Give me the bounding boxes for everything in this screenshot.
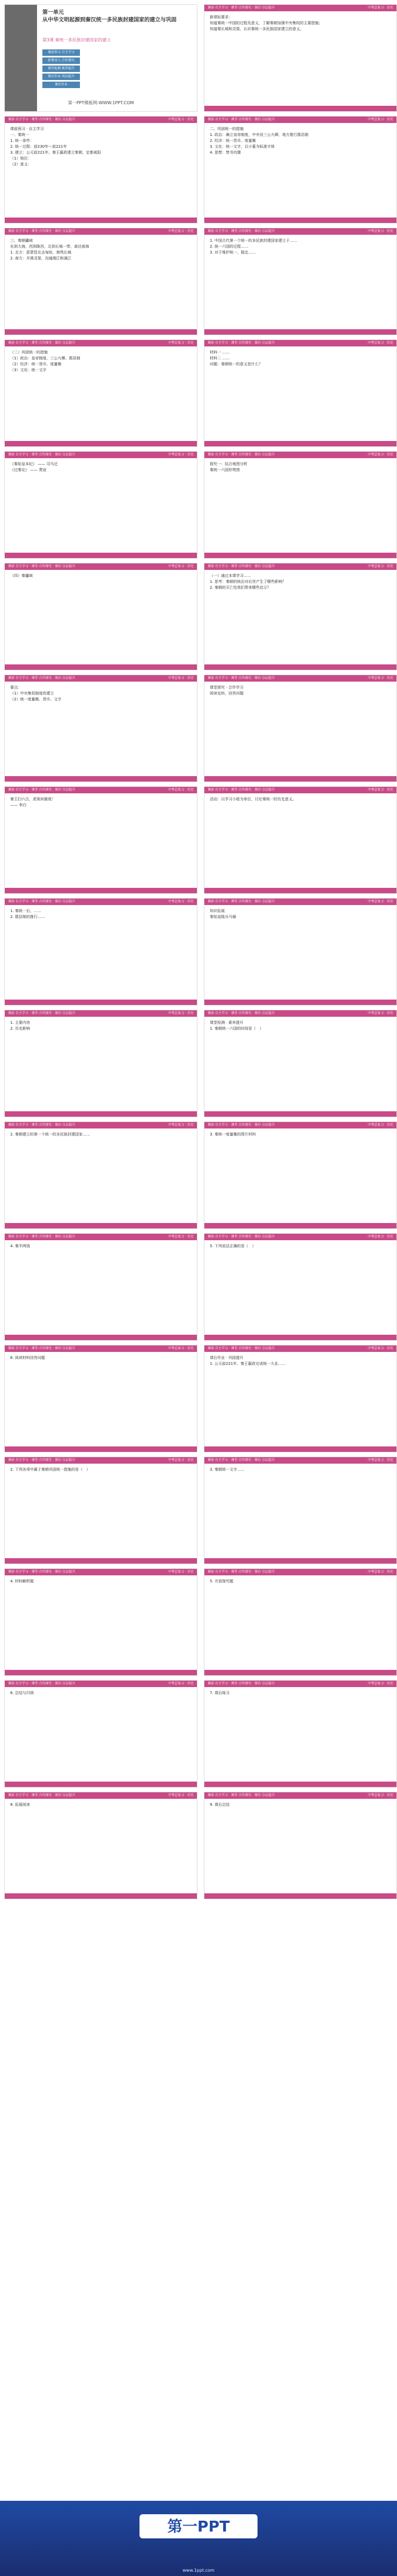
slide-text-line: 2. 下列各项中属于秦朝巩固统一措施的是（ ） [10, 1467, 90, 1472]
slide-header-left[interactable]: 课前·自主学习 · 课堂·合作探究 · 课后·分层提升 [8, 453, 76, 457]
slide-header-right: 中考总复习 · 历史 [168, 1011, 194, 1015]
content-slide [4, 1680, 197, 1788]
site-url: 第一PPT模板网-WWW.1PPT.COM [68, 100, 134, 105]
slide-header-bar [5, 675, 197, 682]
slide-header-bar [5, 1457, 197, 1464]
slide-header-bar [5, 563, 197, 570]
slide-body [5, 123, 197, 171]
slide-footer-bar [204, 1335, 396, 1340]
slide-text-line: （二）巩固统一的措施 [10, 350, 48, 354]
slide-text-line: 材料二 …… [210, 356, 230, 360]
slide-text-line: 秦统一六国形势图 [210, 468, 240, 472]
slide-text-line: 6. 阅读材料回答问题 [10, 1356, 45, 1360]
content-slide [204, 451, 397, 559]
slide-header-right: 中考总复习 · 历史 [367, 1458, 393, 1462]
slide-footer-bar [5, 1223, 197, 1228]
slide-footer-bar [204, 1446, 396, 1452]
slide-header-left[interactable]: 课前·自主学习 · 课堂·合作探究 · 课后·分层提升 [208, 676, 275, 680]
menu-item[interactable]: 课堂检测·素养提升 [42, 66, 80, 72]
banner-meta: www.1ppt.com [182, 2568, 215, 2573]
content-slide [4, 228, 197, 335]
slide-header-bar [5, 1569, 197, 1575]
slide-header-bar [204, 787, 396, 793]
content-slide [4, 898, 197, 1005]
slide-text-line: 1. 秦统一后，…… [10, 909, 41, 913]
slide-text-line: 2. 秦朝的灭亡给我们带来哪些启示？ [210, 585, 271, 590]
slide-header-right: 中考总复习 · 历史 [367, 6, 393, 10]
content-slide [204, 1121, 397, 1229]
slide-header-left[interactable]: 课前·自主学习 · 课堂·合作探究 · 课后·分层提升 [208, 453, 275, 457]
slide-text-line: （四）秦疆域 [10, 574, 33, 578]
slide-header-right: 中考总复习 · 历史 [367, 341, 393, 345]
slide-header-left[interactable]: 课前·自主学习 · 课堂·合作探究 · 课后·分层提升 [208, 118, 275, 121]
slide-footer-bar [204, 1893, 396, 1899]
slide-text-line: 材料一 …… [210, 350, 230, 354]
slide-text-line: 课堂检测 · 素养提升 [210, 1021, 244, 1025]
slide-header-bar [5, 1345, 197, 1352]
slide-footer-bar [5, 218, 197, 223]
slide-footer-bar [5, 776, 197, 782]
slide-header-right: 中考总复习 · 历史 [168, 565, 194, 568]
slide-header-left[interactable]: 课前·自主学习 · 课堂·合作探究 · 课后·分层提升 [208, 900, 275, 903]
title-slide [4, 4, 197, 112]
slide-text-line: 3. 建立：公元前221年，秦王嬴政建立秦朝，定都咸阳 [10, 150, 101, 155]
slide-header-right: 中考总复习 · 历史 [168, 788, 194, 792]
content-slide [204, 898, 397, 1005]
slide-text-line: 要点： [10, 685, 21, 690]
slide-header-bar [5, 228, 197, 235]
slide-header-left[interactable]: 课前·自主学习 · 课堂·合作探究 · 课后·分层提升 [208, 1682, 275, 1685]
slide-text-line: 课前预习 · 自主学习 [10, 127, 44, 131]
slide-text-line: 1. 公元前221年，秦王嬴政完成统一大业…… [210, 1362, 286, 1366]
slide-text-line: 问题：秦朝统一的意义是什么？ [210, 362, 262, 366]
content-slide [4, 1121, 197, 1229]
slide-body [204, 346, 396, 371]
slide-header-left[interactable]: 课前·自主学习 · 课堂·合作探究 · 课后·分层提升 [8, 1347, 76, 1350]
slide-header-left[interactable]: 课前·自主学习 · 课堂·合作探究 · 课后·分层提升 [8, 900, 76, 903]
slide-body [204, 570, 396, 594]
slide-footer-bar [204, 776, 396, 782]
slide-header-right: 中考总复习 · 历史 [168, 1123, 194, 1127]
slide-header-left[interactable]: 课前·自主学习 · 课堂·合作探究 · 课后·分层提升 [8, 1793, 76, 1797]
slide-header-bar [5, 1234, 197, 1240]
slide-header-bar [5, 117, 197, 123]
slide-text-line: 1. 秦朝统一六国的时间是（ ） [210, 1026, 263, 1031]
slide-text-line: 2. 南方：开凿灵渠，沟通湘江和漓江 [10, 256, 71, 261]
slide-text-line: 9. 课后总结 [210, 1803, 230, 1807]
content-slide [204, 1680, 397, 1788]
slide-body [204, 458, 396, 476]
slide-header-left[interactable]: 课前·自主学习 · 课堂·合作探究 · 课后·分层提升 [208, 788, 275, 792]
slide-body [204, 793, 396, 806]
menu-item[interactable]: 新课导入·合作探究 [42, 57, 80, 64]
content-slide [4, 1457, 197, 1564]
slide-header-left[interactable]: 课前·自主学习 · 课堂·合作探究 · 课后·分层提升 [208, 341, 275, 345]
slide-body [5, 346, 197, 377]
slide-text-line: 秦王扫六合，虎视何雄哉！ [10, 797, 55, 801]
menu-item[interactable]: 课后作业·巩固提升 [42, 74, 80, 80]
slide-footer-bar [5, 1558, 197, 1564]
slide-text-line: （1）地位： [10, 156, 32, 161]
content-slide [4, 1792, 197, 1899]
content-slide [204, 116, 397, 223]
menu-item[interactable]: 课前预习·自主学习 [42, 49, 80, 56]
slide-header-right: 中考总复习 · 历史 [168, 1570, 194, 1574]
content-slide [204, 339, 397, 447]
slide-text-line: 课堂探究 · 合作学习 [210, 685, 244, 690]
slide-header-bar [204, 228, 396, 235]
slide-header-left[interactable]: 课前·自主学习 · 课堂·合作探究 · 课后·分层提升 [8, 341, 76, 345]
slide-text-line: 7. 课后练习 [210, 1691, 230, 1695]
slide-header-right: 中考总复习 · 历史 [168, 1458, 194, 1462]
slide-footer-bar [5, 1893, 197, 1899]
slide-body [204, 1575, 396, 1588]
slide-text-line: 4. 材料解析题 [10, 1579, 34, 1583]
slide-text-line: 知道秦统一中国的过程及意义，了解秦朝加强中央集权的主要措施； [210, 21, 322, 25]
slide-body [204, 1128, 396, 1141]
slide-text-line: 4. 思想：焚书坑儒 [210, 150, 241, 155]
slide-header-bar [204, 899, 396, 905]
slide-header-right: 中考总复习 · 历史 [168, 1793, 194, 1797]
slide-body [204, 905, 396, 923]
slide-body [5, 1128, 197, 1141]
content-slide [204, 4, 397, 112]
slide-footer-bar [5, 329, 197, 335]
slide-header-bar [204, 1457, 396, 1464]
slide-header-bar [5, 1010, 197, 1017]
slide-text-line: （3）文化：统一文字 [10, 368, 47, 372]
unit-title: 第一单元 从中华文明起源到秦汉统一多民族封建国家的建立与巩固 [42, 10, 177, 23]
slide-header-left[interactable]: 课前·自主学习 · 课堂·合作探究 · 课后·分层提升 [8, 676, 76, 680]
menu-item[interactable]: 课后作业 [42, 82, 80, 88]
slide-text-line: 6. 总结与归纳 [10, 1691, 34, 1695]
slide-header-left[interactable]: 课前·自主学习 · 课堂·合作探究 · 课后·分层提升 [208, 229, 275, 233]
slide-footer-bar [204, 329, 396, 335]
slide-footer-bar [204, 218, 396, 223]
slide-text-line: 一、秦统一 [10, 133, 29, 137]
slide-header-right: 中考总复习 · 历史 [367, 1682, 393, 1685]
slide-text-line: （一）通过本课学习…… [210, 574, 251, 578]
brand-logo: 第一PPT [139, 2514, 258, 2538]
slide-header-right: 中考总复习 · 历史 [168, 1347, 194, 1350]
slide-header-left[interactable]: 课前·自主学习 · 课堂·合作探究 · 课后·分层提升 [208, 1793, 275, 1797]
slide-text-line: 2. 经济：统一货币、度量衡 [210, 139, 256, 143]
slide-header-right: 中考总复习 · 历史 [168, 229, 194, 233]
slide-header-right: 中考总复习 · 历史 [367, 900, 393, 903]
slide-header-bar [204, 1010, 396, 1017]
slide-header-left[interactable]: 课前·自主学习 · 课堂·合作探究 · 课后·分层提升 [208, 1123, 275, 1127]
slide-text-line: （2）统一度量衡、货币、文字 [10, 697, 62, 701]
slide-header-left[interactable]: 课前·自主学习 · 课堂·合作探究 · 课后·分层提升 [208, 1235, 275, 1239]
slide-header-left[interactable]: 课前·自主学习 · 课堂·合作探究 · 课后·分层提升 [8, 1682, 76, 1685]
slide-text-line: 知道秦长城和灵渠，认识秦统一多民族国家建立的意义。 [210, 27, 304, 31]
slide-header-bar [5, 1681, 197, 1687]
slide-footer-bar [5, 1000, 197, 1005]
slide-header-bar [204, 452, 396, 458]
slide-body [204, 1017, 396, 1035]
slide-text-line: 1. 政治：确立皇帝制度，中央设三公九卿，地方推行郡县制 [210, 133, 308, 137]
slide-header-right: 中考总复习 · 历史 [367, 118, 393, 121]
slide-header-left[interactable]: 课前·自主学习 · 课堂·合作探究 · 课后·分层提升 [8, 118, 76, 121]
slide-header-right: 中考总复习 · 历史 [168, 1682, 194, 1685]
slide-header-right: 中考总复习 · 历史 [168, 900, 194, 903]
content-slide [204, 1345, 397, 1452]
title-slide-menu [42, 48, 80, 90]
slide-body [204, 1464, 396, 1476]
content-slide [4, 1345, 197, 1452]
slide-header-left[interactable]: 课前·自主学习 · 课堂·合作探究 · 课后·分层提升 [8, 1235, 76, 1239]
slide-text-line: （1）中央集权制度的建立 [10, 691, 54, 696]
slide-header-bar [204, 563, 396, 570]
slide-text-line: 《秦始皇本纪》 —— 司马迁 [10, 462, 58, 466]
slide-header-right: 中考总复习 · 历史 [367, 676, 393, 680]
slide-header-left[interactable]: 课前·自主学习 · 课堂·合作探究 · 课后·分层提升 [8, 565, 76, 568]
slide-text-line: 1. 中国古代第一个统一的多民族封建国家建立于…… [210, 238, 297, 243]
slide-text-line: 2. 郡县制的推行…… [10, 915, 45, 919]
slide-footer-bar [5, 441, 197, 446]
slide-footer-bar [5, 1335, 197, 1340]
slide-text-line: 8. 拓展阅读 [10, 1803, 30, 1807]
slide-footer-bar [5, 1670, 197, 1675]
slide-text-line: （2）经济：统一货币、度量衡 [10, 362, 62, 366]
content-slide [4, 1233, 197, 1341]
content-slide [4, 451, 197, 559]
slide-footer-bar [5, 888, 197, 893]
content-slide [4, 675, 197, 782]
slide-body [204, 1352, 396, 1370]
slide-header-right: 中考总复习 · 历史 [367, 1570, 393, 1574]
slide-body [5, 1799, 197, 1811]
slide-footer-bar [5, 1446, 197, 1452]
slide-header-left[interactable]: 课前·自主学习 · 课堂·合作探究 · 课后·分层提升 [8, 1011, 76, 1015]
content-slide [4, 563, 197, 670]
slide-header-bar [204, 1569, 396, 1575]
content-slide [204, 1233, 397, 1341]
slide-text-line: 知识拓展 [210, 909, 225, 913]
slide-text-line: 阅读史料，回答问题 [210, 691, 244, 696]
slide-header-left[interactable]: 课前·自主学习 · 课堂·合作探究 · 课后·分层提升 [208, 1570, 275, 1574]
slide-text-line: 2. 秦朝建立的第一个统一的多民族封建国家…… [10, 1132, 90, 1137]
content-slide [204, 1457, 397, 1564]
slide-header-bar [204, 117, 396, 123]
content-slide [4, 1010, 197, 1117]
content-slide [204, 1568, 397, 1676]
slide-header-bar [5, 452, 197, 458]
slide-text-line: 3. 秦统一度量衡的图片材料 [210, 1132, 256, 1137]
slide-text-line: 1. 北方：派蒙恬北击匈奴，修筑长城 [10, 250, 71, 255]
slide-footer-bar [204, 1111, 396, 1117]
slide-footer-bar [204, 664, 396, 670]
slide-header-right: 中考总复习 · 历史 [367, 1793, 393, 1797]
slide-text-line: 5. 下列说法正确的是（ ） [210, 1244, 256, 1248]
slide-footer-bar [204, 441, 396, 446]
slide-header-bar [204, 1345, 396, 1352]
slide-header-bar [5, 787, 197, 793]
slide-text-line: 3. 文化：统一文字，以小篆为标准字体 [210, 144, 275, 149]
slide-footer-bar [204, 1670, 396, 1675]
slide-text-line: 3. 对于维护统一、稳定…… [210, 250, 256, 255]
slide-body [5, 1687, 197, 1699]
slide-text-line: 1. 思考：秦朝的统治对后世产生了哪些影响？ [210, 580, 286, 584]
slide-text-line: —— 李白 [10, 803, 27, 807]
slide-footer-bar [5, 1111, 197, 1117]
content-slide [4, 339, 197, 447]
slide-header-left[interactable]: 课前·自主学习 · 课堂·合作探究 · 课后·分层提升 [208, 565, 275, 568]
slide-footer-bar [204, 888, 396, 893]
slide-text-line: （1）政治：皇帝制度、三公九卿、郡县制 [10, 356, 80, 360]
slide-header-bar [204, 1234, 396, 1240]
slide-header-right: 中考总复习 · 历史 [367, 1011, 393, 1015]
slide-body [5, 1240, 197, 1253]
slide-footer-bar [5, 1782, 197, 1787]
slide-body [5, 1464, 197, 1476]
slide-header-bar [204, 1792, 396, 1799]
content-slide [4, 786, 197, 894]
slide-footer-bar [204, 553, 396, 558]
slide-text-line: 1. 统一条件： [10, 139, 34, 143]
slide-header-bar [5, 899, 197, 905]
slide-text-line: 2. 统一过程：前230年～前221年 [10, 144, 67, 149]
slide-header-left[interactable]: 课前·自主学习 · 课堂·合作探究 · 课后·分层提升 [208, 1347, 275, 1350]
slide-text-line: 东到大海，西到陇西，北到长城一带，南达南海 [10, 244, 89, 249]
content-slide [204, 563, 397, 670]
slide-text-line: 1. 主要内容 [10, 1021, 30, 1025]
slide-text-line: 秦始皇陵兵马俑 [210, 915, 236, 919]
slide-header-bar [5, 340, 197, 346]
slide-body [204, 1240, 396, 1253]
content-slide [4, 116, 197, 223]
slide-header-right: 中考总复习 · 历史 [367, 1123, 393, 1127]
slide-header-left[interactable]: 课前·自主学习 · 课堂·合作探究 · 课后·分层提升 [208, 6, 275, 10]
footer-banner [0, 2501, 397, 2576]
slide-text-line: 5. 开放探究题 [210, 1579, 233, 1583]
slide-footer-bar [204, 106, 396, 111]
slide-header-bar [204, 1681, 396, 1687]
content-slide [204, 1010, 397, 1117]
content-slide [204, 228, 397, 335]
slide-header-bar [5, 1792, 197, 1799]
slide-header-right: 中考总复习 · 历史 [367, 565, 393, 568]
slide-body [5, 570, 197, 582]
content-slide [204, 1792, 397, 1899]
slide-header-left[interactable]: 课前·自主学习 · 课堂·合作探究 · 课后·分层提升 [8, 229, 76, 233]
slide-header-bar [5, 1122, 197, 1128]
slide-body [5, 1017, 197, 1035]
slide-body [5, 1352, 197, 1364]
slide-header-bar [204, 1122, 396, 1128]
slide-body [204, 1687, 396, 1699]
slide-text-line: 活动：以学习小组为单位，讨论秦统一的历史意义。 [210, 797, 296, 801]
slide-header-right: 中考总复习 · 历史 [168, 453, 194, 457]
slide-text-line: 课后作业 · 巩固提升 [210, 1356, 244, 1360]
slide-footer-bar [5, 664, 197, 670]
slide-header-left[interactable]: 课前·自主学习 · 课堂·合作探究 · 课后·分层提升 [8, 788, 76, 792]
slide-body [204, 235, 396, 259]
slide-text-line: 新课标要求： [210, 15, 232, 19]
slide-header-left[interactable]: 课前·自主学习 · 课堂·合作探究 · 课后·分层提升 [208, 1458, 275, 1462]
title-slide-left-panel [5, 5, 37, 111]
slide-header-left[interactable]: 课前·自主学习 · 课堂·合作探究 · 课后·分层提升 [8, 1570, 76, 1574]
slide-body [204, 682, 396, 700]
slide-text-line: 《过秦论》 —— 贾谊 [10, 468, 47, 472]
slide-footer-bar [204, 1000, 396, 1005]
content-slide [204, 675, 397, 782]
slide-text-line: 4. 秦半两钱 [10, 1244, 30, 1248]
slide-body [5, 1575, 197, 1588]
slide-text-line: 3. 秦朝统一文字…… [210, 1467, 245, 1472]
slide-header-bar [204, 340, 396, 346]
slide-text-line: （2）意义： [10, 162, 32, 167]
slide-header-right: 中考总复习 · 历史 [168, 676, 194, 680]
slide-header-left[interactable]: 课前·自主学习 · 课堂·合作探究 · 课后·分层提升 [8, 1458, 76, 1462]
slide-body [5, 235, 197, 265]
slide-header-bar [204, 5, 396, 11]
slide-header-right: 中考总复习 · 历史 [367, 453, 393, 457]
slide-body [5, 905, 197, 923]
lesson-title: 第3课 秦统一多民族封建国家的建立 [42, 38, 111, 42]
slide-body [5, 458, 197, 476]
slide-text-line: 二、巩固统一的措施 [210, 127, 244, 131]
slide-footer-bar [204, 1558, 396, 1564]
slide-footer-bar [204, 1223, 396, 1228]
slide-footer-bar [204, 1782, 396, 1787]
slide-header-right: 中考总复习 · 历史 [367, 788, 393, 792]
slide-header-right: 中考总复习 · 历史 [168, 118, 194, 121]
slide-body [204, 11, 396, 35]
content-slide [4, 1568, 197, 1676]
slide-text-line: 2. 历史影响 [10, 1026, 30, 1031]
slide-body [5, 793, 197, 812]
slide-header-right: 中考总复习 · 历史 [367, 1347, 393, 1350]
slide-header-left[interactable]: 课前·自主学习 · 课堂·合作探究 · 课后·分层提升 [208, 1011, 275, 1015]
slide-header-right: 中考总复习 · 历史 [168, 1235, 194, 1239]
slide-header-right: 中考总复习 · 历史 [367, 1235, 393, 1239]
slide-header-bar [204, 675, 396, 682]
slide-body [204, 123, 396, 159]
slide-text-line: 探究一：结合地图分析 [210, 462, 247, 466]
content-slide [204, 786, 397, 894]
slide-body [5, 682, 197, 706]
slide-text-line: 2. 统一六国的过程…… [210, 244, 248, 249]
slide-body [204, 1799, 396, 1811]
slide-footer-bar [5, 553, 197, 558]
slide-text-line: 三、秦朝疆域 [10, 238, 33, 243]
slide-header-left[interactable]: 课前·自主学习 · 课堂·合作探究 · 课后·分层提升 [8, 1123, 76, 1127]
slide-header-right: 中考总复习 · 历史 [168, 341, 194, 345]
slide-header-right: 中考总复习 · 历史 [367, 229, 393, 233]
